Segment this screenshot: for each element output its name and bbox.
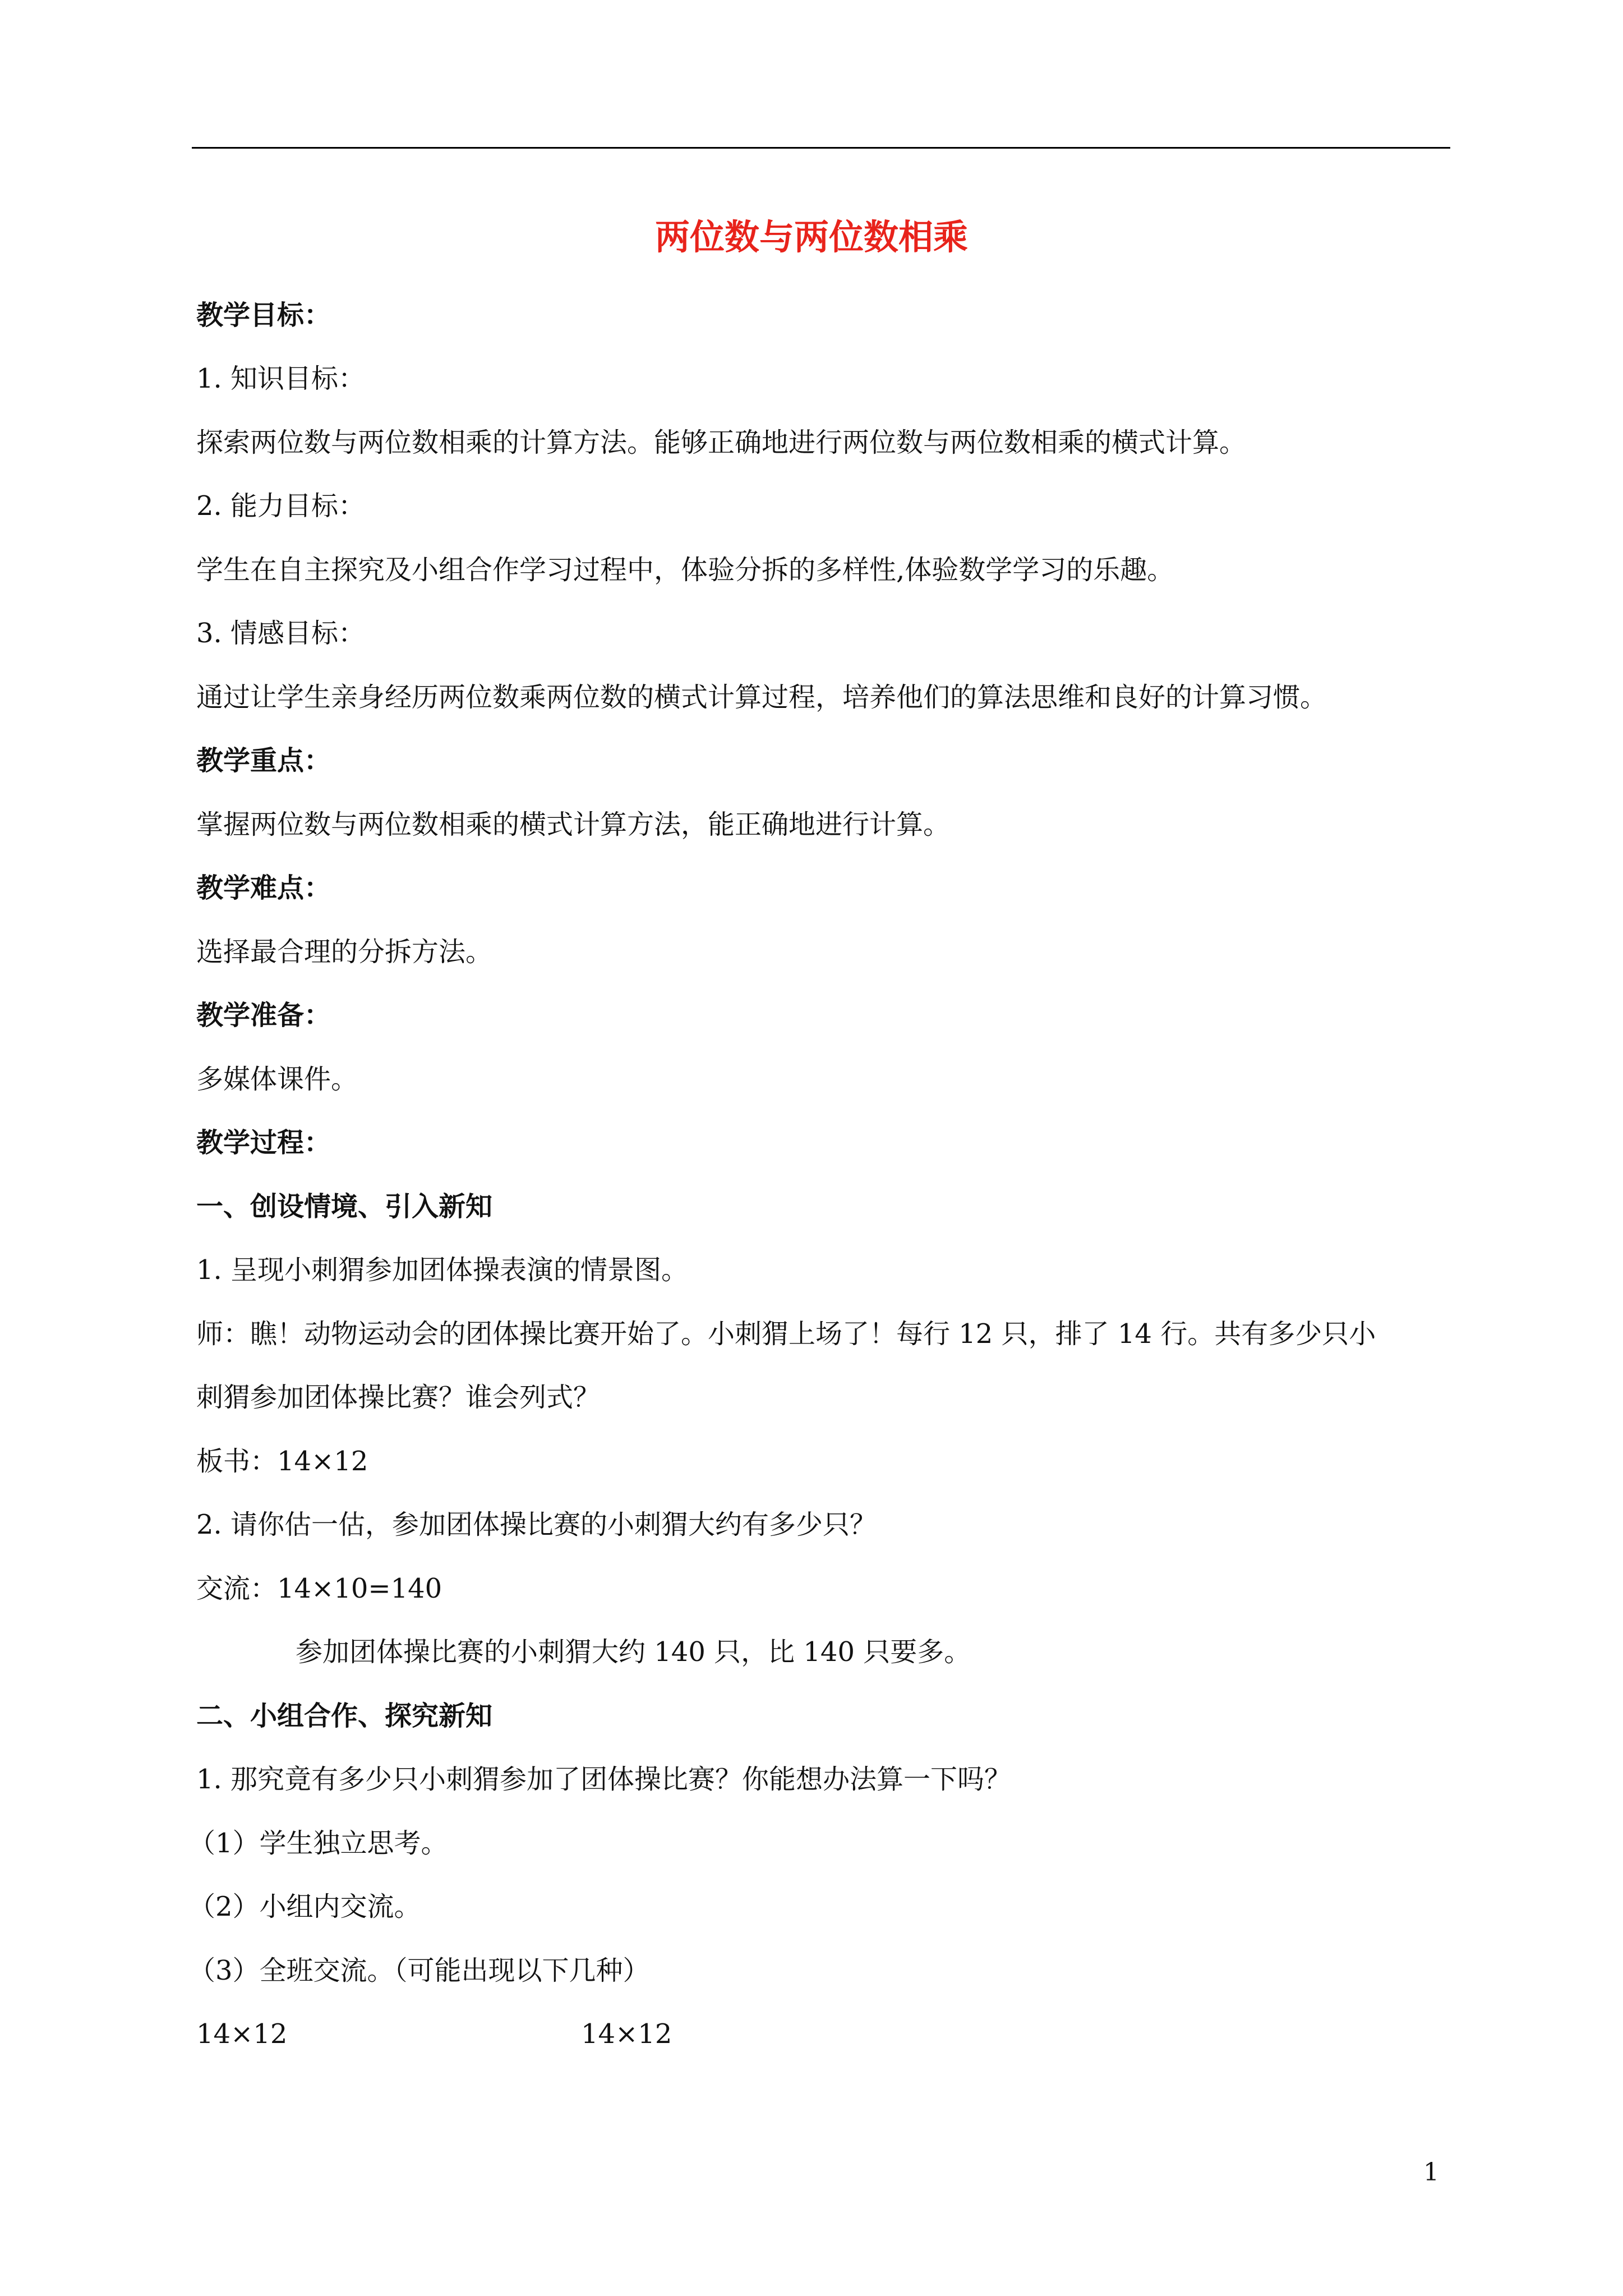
preparation-text: 多媒体课件。: [196, 1064, 358, 1095]
objective-1-text: 探索两位数与两位数相乘的计算方法。能够正确地进行两位数与两位数相乘的横式计算。: [196, 427, 1247, 458]
header-rule: [192, 147, 1450, 149]
section-heading-key-points: 教学重点：: [196, 745, 331, 776]
objective-2-text: 学生在自主探究及小组合作学习过程中，体验分拆的多样性,体验数学学习的乐趣。: [196, 554, 1174, 586]
objective-3-text: 通过让学生亲身经历两位数乘两位数的横式计算过程，培养他们的算法思维和良好的计算习惯。: [196, 682, 1327, 713]
teacher-prompt-line-2: 刺猬参加团体操比赛？谁会列式？: [196, 1382, 601, 1413]
part-1-step-1: 1. 呈现小刺猬参加团体操表演的情景图。: [196, 1254, 689, 1286]
objective-1-label: 1. 知识目标：: [196, 363, 366, 394]
key-points-text: 掌握两位数与两位数相乘的横式计算方法，能正确地进行计算。: [196, 809, 951, 840]
substep-1: （1）学生独立思考。: [188, 1828, 448, 1859]
part-1-heading: 一、创设情境、引入新知: [196, 1191, 493, 1222]
page-number: 1: [1423, 2158, 1439, 2187]
objective-3-label: 3. 情感目标：: [196, 618, 366, 649]
estimate-conclusion: 参加团体操比赛的小刺猬大约 140 只，比 140 只要多。: [296, 1636, 971, 1668]
section-heading-process: 教学过程：: [196, 1127, 331, 1158]
objective-2-label: 2. 能力目标：: [196, 490, 366, 522]
board-writing: 板书：14×12: [196, 1446, 368, 1477]
exchange-line: 交流：14×10=140: [196, 1573, 442, 1604]
method-a-expression: 14×12: [196, 2018, 288, 2050]
teacher-prompt-line-1: 师：瞧！动物运动会的团体操比赛开始了。小刺猬上场了！每行 12 只，排了 14 行。共有多少只小: [196, 1318, 1376, 1350]
section-heading-difficulties: 教学难点：: [196, 872, 331, 904]
substep-3: （3）全班交流。（可能出现以下几种）: [188, 1955, 650, 1986]
section-heading-preparation: 教学准备：: [196, 1000, 331, 1031]
difficulties-text: 选择最合理的分拆方法。: [196, 936, 493, 968]
part-1-step-2: 2. 请你估一估，参加团体操比赛的小刺猬大约有多少只？: [196, 1509, 877, 1540]
part-2-step-1: 1. 那究竟有多少只小刺猬参加了团体操比赛？你能想办法算一下吗？: [196, 1764, 1012, 1795]
method-b-expression: 14×12: [581, 2018, 672, 2050]
section-heading-objectives: 教学目标：: [196, 300, 331, 331]
substep-2: （2）小组内交流。: [188, 1891, 421, 1922]
page-title: 两位数与两位数相乘: [654, 217, 968, 257]
part-2-heading: 二、小组合作、探究新知: [196, 1700, 493, 1732]
